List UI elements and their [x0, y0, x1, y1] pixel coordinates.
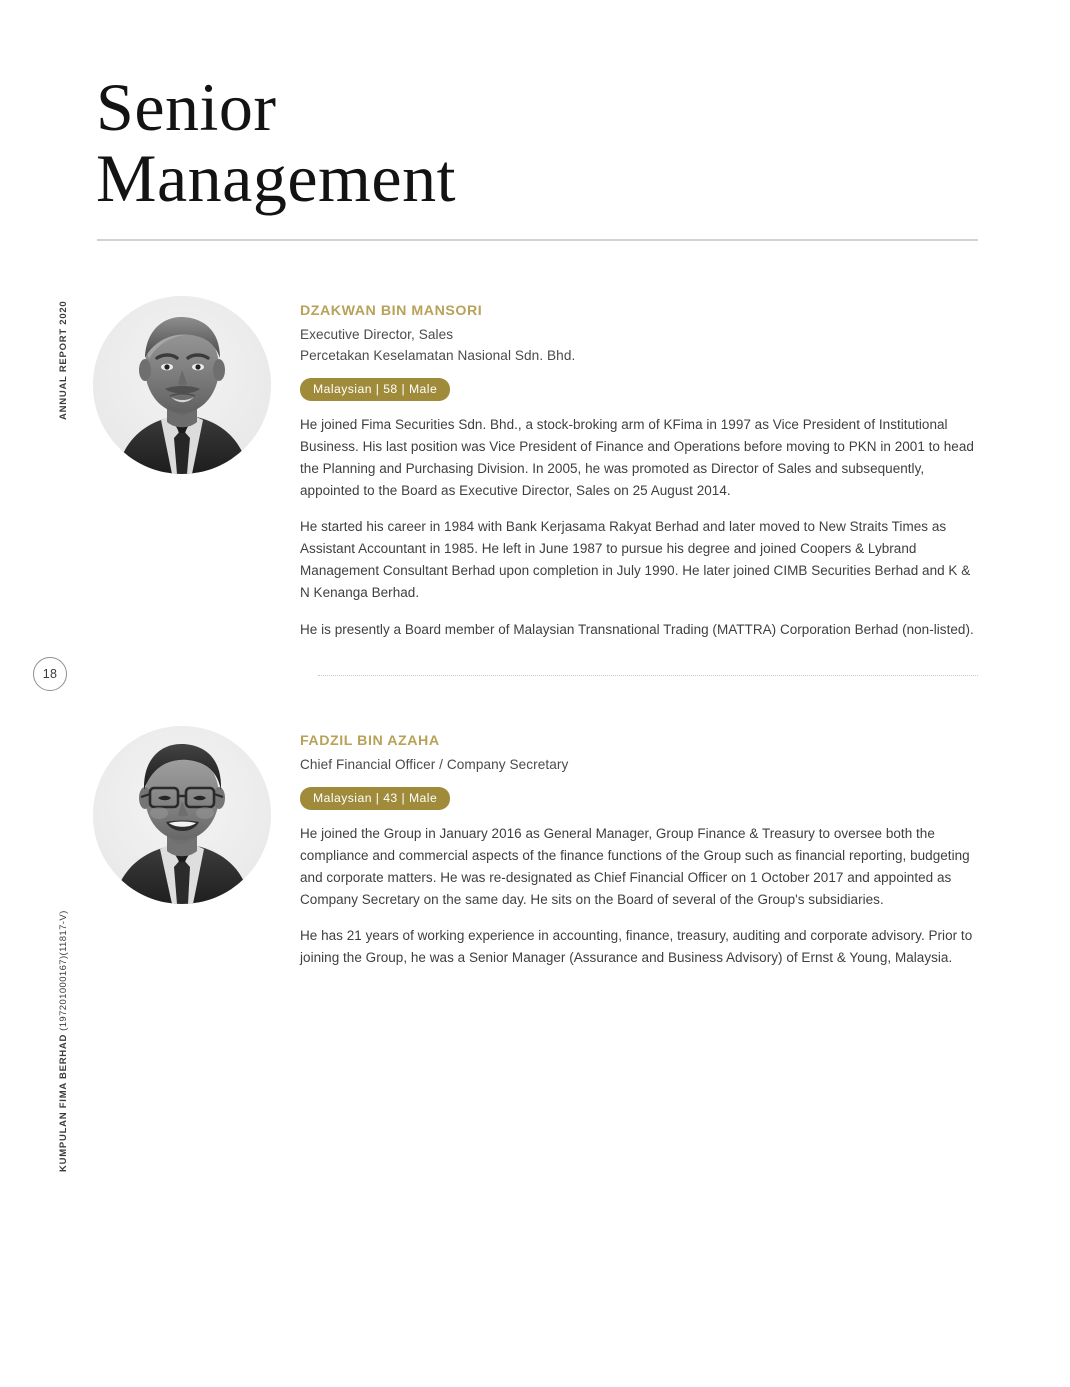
person-name: FADZIL BIN AZAHA: [300, 732, 440, 749]
divider-container: [0, 641, 1070, 676]
profile-details: [275, 292, 978, 641]
biography: [300, 823, 978, 969]
annual-report-text: ANNUAL REPORT 2020: [58, 300, 69, 420]
senior-management-list: [0, 292, 1070, 969]
biography-paragraph: He has 21 years of working experience in accounting, finance, treasury, auditing and corporate advisory. Prior to joining the Group, he was a Senior Manager (Assurance and Business Advisory) of Ernst & Young, Malaysia.: [300, 928, 973, 966]
person-role: Chief Financial Officer / Company Secretary: [300, 756, 569, 772]
page-title-line-2: Management: [96, 139, 456, 216]
page-title-line-1: Senior: [96, 69, 277, 145]
portrait-photo-dzakwan: [93, 296, 271, 474]
biography-paragraph: He is presently a Board member of Malaysian Transnational Trading (MATTRA) Corporation Berhad (non-listed).: [300, 621, 974, 637]
profile-card: [0, 292, 1070, 641]
title-divider-rule: [97, 239, 978, 241]
page-title: [96, 69, 456, 216]
portrait-photo-fadzil: [93, 726, 271, 904]
page-number-text: 18: [42, 667, 58, 681]
avatar: [93, 296, 271, 474]
biography: [300, 414, 978, 641]
person-company: Percetakan Keselamatan Nasional Sdn. Bhd.: [300, 347, 576, 363]
company-name-text: KUMPULAN FIMA BERHAD: [58, 1033, 69, 1172]
company-registration-text: (197201000167)(11817-V): [58, 910, 69, 1034]
avatar: [93, 726, 271, 904]
profile-card: [0, 722, 1070, 969]
person-name: DZAKWAN BIN MANSORI: [300, 303, 483, 319]
status-badge: Malaysian | 58 | Male: [300, 378, 450, 401]
biography-paragraph: He joined Fima Securities Sdn. Bhd., a stock-broking arm of KFima in 1997 as Vice President of Institutional Business. His last position was Vice President of Finance and Operations before moving to PKN in 2001 to head the Planning and Purchasing Division. In 2005, he was promoted as Director of Sales and subsequently, appointed to the Board as Executive Director, Sales on 25 August 2014.: [300, 416, 974, 498]
portrait-container: [93, 722, 275, 904]
person-role: Executive Director, Sales: [300, 327, 454, 342]
portrait-container: [93, 292, 275, 474]
profile-section-divider: [318, 675, 978, 676]
status-badge: Malaysian | 43 | Male: [300, 787, 450, 810]
biography-paragraph: He joined the Group in January 2016 as General Manager, Group Finance & Treasury to oversee both the compliance and commercial aspects of the finance functions of the Group such as financial reporting, budgeting and corporate matters. He was re-designated as Chief Financial Officer on 1 October 2017 and appointed as Company Secretary on the same day. He sits on the Board of several of the Group's subsidiaries.: [300, 825, 970, 907]
biography-paragraph: He started his career in 1984 with Bank Kerjasama Rakyat Berhad and later moved to New Straits Times as Assistant Accountant in 1985. He left in June 1987 to pursue his degree and joined Coopers & Lybrand Management Consultant Berhad upon completion in July 1990. He later joined CIMB Securities Berhad and K & N Kenanga Berhad.: [300, 519, 971, 600]
profile-details: [275, 722, 978, 969]
